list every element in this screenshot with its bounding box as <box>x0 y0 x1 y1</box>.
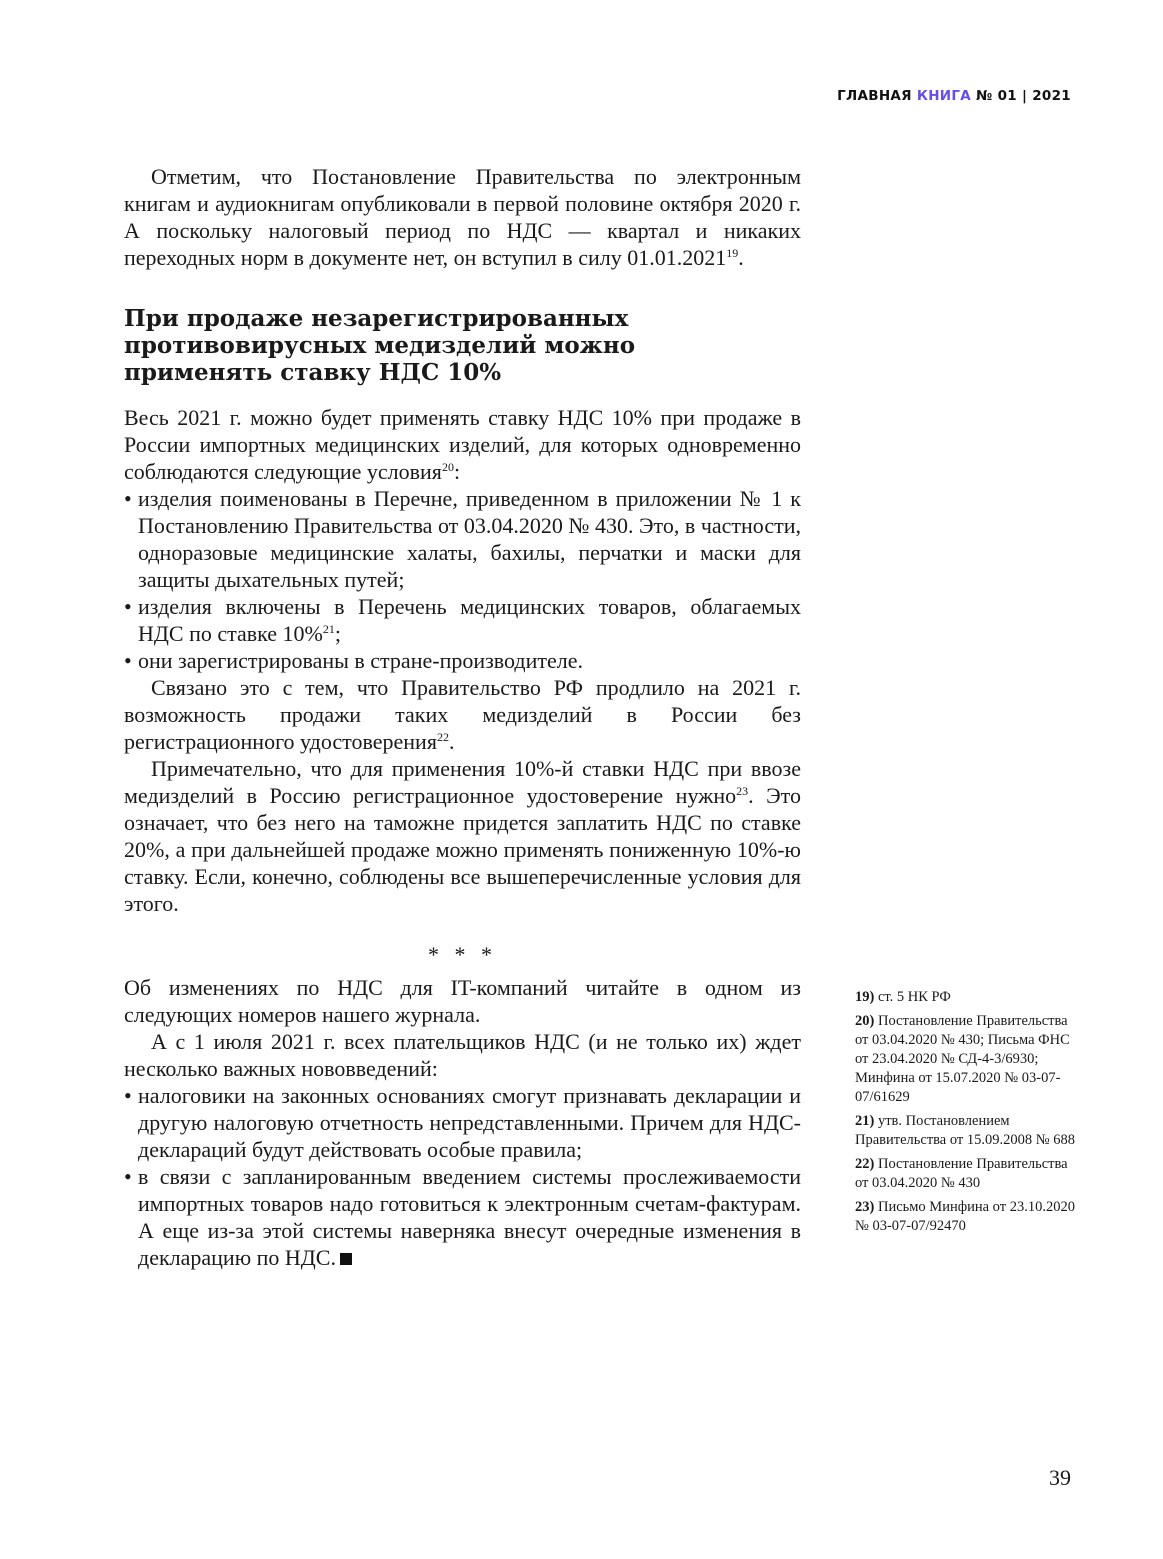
footnote-ref: 23 <box>736 784 749 798</box>
list-item: • налоговики на законных основаниях смогут признавать декларации и другую налоговую отчетность непредставленными. Причем для НДС-деклараций будут действовать особые правила; <box>124 1082 801 1163</box>
masthead <box>837 88 1071 104</box>
footnotes-column <box>855 988 1080 1241</box>
list-item: • они зарегистрированы в стране-производителе. <box>124 647 801 674</box>
conditions-list <box>124 485 801 674</box>
footnote-ref: 19 <box>726 246 739 260</box>
footnote-ref: 21 <box>322 622 335 636</box>
closing-paragraph: Об изменениях по НДС для IT-компаний читайте в одном из следующих номеров нашего журнала. <box>124 975 801 1027</box>
list-item: • изделия включены в Перечень медицинских товаров, облагаемых НДС по ставке 10%$^{21}$; <box>124 593 801 647</box>
list-item: • в связи с запланированным введением системы прослеживаемости импортных товаров надо готовиться к электронным счетам-фактурам. А еще из-за этой системы наверняка внесут очередные изменения в декларацию по НДС. <box>124 1163 801 1271</box>
changes-list <box>124 1082 801 1271</box>
section-heading: При продаже незарегистрированных противовирусных медизделий можно применять ставку НДС 10% <box>124 305 636 386</box>
footnote-ref: 20 <box>441 460 454 474</box>
footnote: 20) Постановление Правительства от 03.04.2020 № 430; Письма ФНС от 23.04.2020 № СД-4-3/6930; Минфина от 15.07.2020 № 03-07-07/61629 <box>855 1013 1070 1105</box>
page-number: 39 <box>1049 1465 1071 1490</box>
intro-paragraph: Отметим, что Постановление Правительства по электронным книгам и аудиокнигам опубликовали в первой половине октября 2020 г. А поскольку налоговый период по НДС — квартал и никаких переходных норм в документе нет, он вступил в силу 01.01.2021$^{19}$. <box>124 164 801 270</box>
list-item: • изделия поименованы в Перечне, приведенном в приложении № 1 к Постановлению Правительства от 03.04.2020 № 430. Это, в частности, одноразовые медицинские халаты, бахилы, перчатки и маски для защиты дыхательных путей; <box>124 485 801 593</box>
end-of-article-icon <box>340 1253 352 1265</box>
footnote: 22) Постановление Правительства от 03.04.2020 № 430 <box>855 1156 1068 1191</box>
body-paragraph: Связано это с тем, что Правительство РФ продлило на 2021 г. возможность продажи таких медизделий в России без регистрационного удостоверения$^{22}$. <box>124 675 801 754</box>
magazine-title: ГЛАВНАЯ <box>837 88 912 104</box>
footnote-ref: 22 <box>436 730 449 744</box>
footnote: 19) ст. 5 НК РФ <box>855 989 951 1005</box>
closing-paragraph: А с 1 июля 2021 г. всех плательщиков НДС (и не только их) ждет несколько важных нововведений: <box>124 1029 801 1081</box>
article-body <box>124 163 801 1271</box>
issue-number: № 01 | 2021 <box>976 88 1071 104</box>
footnote: 21) утв. Постановлением Правительства от 15.09.2008 № 688 <box>855 1113 1075 1148</box>
magazine-title-accent: КНИГА <box>916 88 972 104</box>
section-lead-paragraph: Весь 2021 г. можно будет применять ставку НДС 10% при продаже в России импортных медицинских изделий, для которых одновременно соблюдаются следующие условия$^{20}$: <box>124 405 801 484</box>
footnote: 23) Письмо Минфина от 23.10.2020 № 03-07-07/92470 <box>855 1199 1075 1234</box>
body-paragraph: Примечательно, что для применения 10%-й ставки НДС при ввозе медизделий в Россию регистрационное удостоверение нужно$^{23}$. Это означает, что без него на таможне придется заплатить НДС по ставке 20%, а при дальнейшей продаже можно применять пониженную 10%-ю ставку. Если, конечно, соблюдены все вышеперечисленные условия для этого. <box>124 756 801 916</box>
section-separator: * * * <box>428 942 497 967</box>
